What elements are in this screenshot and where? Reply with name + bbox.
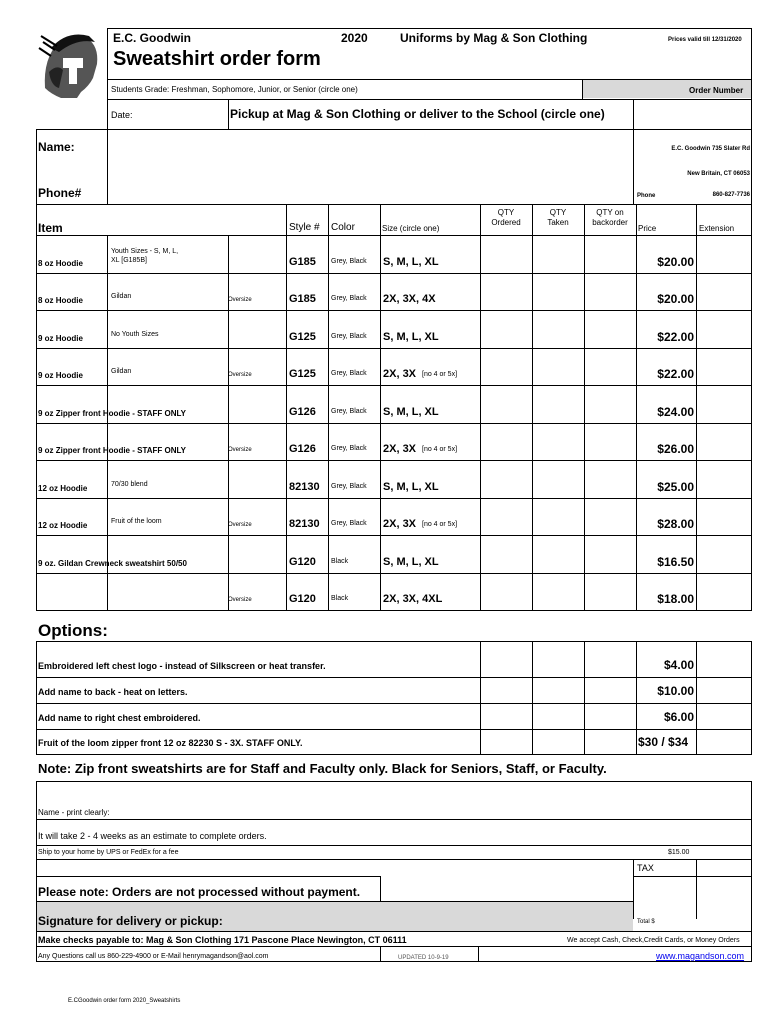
option-price: $10.00 [657, 684, 694, 698]
col-qty-ordered: QTY Ordered [491, 208, 521, 227]
item-name: 12 oz Hoodie [38, 483, 88, 493]
school-address-line2: New Britain, CT 06053 [687, 171, 750, 177]
qty-ordered-cell[interactable] [481, 461, 532, 498]
item-name: 8 oz Hoodie [38, 258, 83, 268]
item-name: 9 oz Zipper front Hoodie - STAFF ONLY [38, 408, 186, 418]
size-options[interactable]: S, M, L, XL [383, 330, 439, 343]
size-note: [no 4 or 5x] [422, 521, 458, 528]
color-options[interactable]: Grey, Black [331, 520, 367, 527]
extension-cell[interactable] [697, 461, 751, 498]
qty-backorder-cell[interactable] [585, 536, 636, 573]
color-options[interactable]: Grey, Black [331, 295, 367, 302]
qty-taken-cell[interactable] [533, 424, 584, 461]
name-label: Name: [38, 140, 75, 154]
qty-ordered-cell[interactable] [481, 499, 532, 536]
phone-label: Phone# [38, 186, 82, 200]
qty-backorder-cell[interactable] [585, 236, 636, 273]
size-options[interactable]: S, M, L, XL [383, 405, 439, 418]
extension-cell[interactable] [697, 499, 751, 536]
signature-label[interactable]: Signature for delivery or pickup: [38, 914, 223, 928]
item-name: 9 oz Hoodie [38, 333, 83, 343]
updated-date: UPDATED 10-9-19 [398, 955, 449, 961]
size-options[interactable]: 2X, 3X, 4X [383, 293, 436, 305]
ship-note[interactable]: Ship to your home by UPS or FedEx for a fee [38, 849, 179, 856]
item-note: Gildan [111, 293, 132, 300]
color-options[interactable]: Black [331, 557, 349, 565]
col-item: Item [38, 221, 63, 235]
extension-cell[interactable] [697, 274, 751, 311]
zip-note: Note: Zip front sweatshirts are for Staff and Faculty only. Black for Seniors, Staff, or Faculty. [38, 761, 607, 776]
item-price: $25.00 [657, 479, 694, 494]
payment-note: Please note: Orders are not processed without payment. [38, 885, 361, 899]
qty-ordered-cell[interactable] [481, 311, 532, 348]
extension-cell[interactable] [697, 536, 751, 573]
qty-ordered-cell[interactable] [481, 574, 532, 611]
style-number: G120 [289, 555, 316, 568]
item-note: No Youth Sizes [111, 330, 159, 338]
color-options[interactable]: Grey, Black [331, 370, 367, 377]
qty-backorder-cell[interactable] [585, 386, 636, 423]
size-options[interactable]: 2X, 3X, 4XL [383, 593, 443, 605]
option-price: $4.00 [663, 658, 694, 672]
style-number: G185 [289, 255, 316, 268]
item-name: 8 oz Hoodie [38, 296, 83, 305]
date-label: Date: [111, 110, 133, 120]
size-note: [no 4 or 5x] [422, 371, 458, 378]
qty-taken-cell[interactable] [533, 274, 584, 311]
extension-cell[interactable] [697, 424, 751, 461]
pickup-line[interactable]: Pickup at Mag & Son Clothing or deliver to the School (circle one) [230, 107, 605, 121]
item-note: Fruit of the loom [111, 518, 162, 525]
checks-payable: Make checks payable to: Mag & Son Clothing 171 Pascone Place Newington, CT 06111 [38, 935, 407, 945]
item-name: 9 oz. Gildan Crewneck sweatshirt 50/50 [38, 558, 187, 568]
style-number: G126 [289, 443, 316, 455]
option-label: Embroidered left chest logo - instead of Silkscreen or heat transfer. [38, 661, 326, 671]
ship-price: $15.00 [668, 849, 690, 856]
col-extension: Extension [699, 224, 735, 233]
item-name: 9 oz Zipper front Hoodie - STAFF ONLY [38, 446, 186, 455]
col-size: Size (circle one) [382, 224, 440, 233]
item-name: 9 oz Hoodie [38, 371, 83, 380]
school-name: E.C. Goodwin [113, 31, 191, 45]
qty-ordered-cell[interactable] [481, 424, 532, 461]
qty-taken-cell[interactable] [533, 574, 584, 611]
extension-cell[interactable] [697, 386, 751, 423]
school-phone-label: Phone [637, 193, 656, 199]
size-options[interactable]: S, M, L, XL [383, 255, 439, 268]
color-options[interactable]: Black [331, 595, 349, 602]
style-number: G125 [289, 368, 316, 380]
extension-cell[interactable] [697, 236, 751, 273]
item-price: $16.50 [657, 554, 694, 569]
website-link[interactable]: www.magandson.com [656, 951, 745, 961]
spartan-helmet-logo-icon [37, 28, 105, 100]
qty-ordered-cell[interactable] [481, 274, 532, 311]
style-number: 82130 [289, 480, 320, 493]
col-qty-taken: QTY Taken [547, 208, 569, 227]
item-price: $20.00 [657, 292, 694, 306]
qty-taken-cell[interactable] [533, 461, 584, 498]
size-options[interactable]: S, M, L, XL [383, 555, 439, 568]
option-price: $6.00 [663, 710, 694, 724]
size-note: [no 4 or 5x] [422, 446, 458, 453]
options-title: Options: [38, 621, 108, 640]
oversize-label: Oversize [228, 522, 252, 528]
prices-valid: Prices valid till 12/31/2020 [668, 37, 742, 43]
name-print-label[interactable]: Name - print clearly: [38, 808, 110, 817]
item-note: Gildan [111, 368, 132, 375]
grade-line[interactable]: Students Grade: Freshman, Sophomore, Junior, or Senior (circle one) [111, 85, 358, 94]
extension-cell[interactable] [697, 574, 751, 611]
tax-label: TAX [637, 863, 654, 873]
vendor-name: Uniforms by Mag & Son Clothing [400, 31, 588, 45]
color-options[interactable]: Grey, Black [331, 445, 367, 452]
qty-backorder-cell[interactable] [585, 574, 636, 611]
color-options[interactable]: Grey, Black [331, 332, 367, 340]
item-note: Youth Sizes - S, M, L, [111, 247, 179, 255]
item-note: 70/30 blend [111, 480, 148, 488]
style-number: G120 [289, 593, 316, 605]
qty-taken-cell[interactable] [533, 236, 584, 273]
item-price: $20.00 [657, 254, 694, 269]
option-price: $30 / $34 [638, 735, 689, 749]
total-label: Total $ [637, 919, 655, 925]
qty-taken-cell[interactable] [533, 311, 584, 348]
extension-cell[interactable] [697, 311, 751, 348]
qty-backorder-cell[interactable] [585, 424, 636, 461]
option-label: Add name to back - heat on letters. [38, 687, 188, 697]
qty-taken-cell[interactable] [533, 499, 584, 536]
col-style: Style # [289, 222, 320, 233]
item-name: 12 oz Hoodie [38, 521, 88, 530]
style-number: 82130 [289, 518, 320, 530]
oversize-label: Oversize [228, 297, 252, 303]
qty-backorder-cell[interactable] [585, 349, 636, 386]
qty-taken-cell[interactable] [533, 536, 584, 573]
size-options[interactable]: 2X, 3X [383, 368, 417, 380]
size-options[interactable]: 2X, 3X [383, 518, 417, 530]
option-label: Fruit of the loom zipper front 12 oz 82230 S - 3X. STAFF ONLY. [38, 738, 303, 748]
qty-backorder-cell[interactable] [585, 311, 636, 348]
item-price: $24.00 [657, 404, 694, 419]
item-price: $28.00 [657, 517, 694, 531]
style-number: G125 [289, 330, 316, 343]
color-options[interactable]: Grey, Black [331, 257, 367, 265]
style-number: G185 [289, 293, 316, 305]
qty-ordered-cell[interactable] [481, 386, 532, 423]
footer-filename: E.CGoodwin order form 2020_Sweatshirts [68, 998, 181, 1004]
qty-backorder-cell[interactable] [585, 499, 636, 536]
oversize-label: Oversize [228, 447, 252, 453]
order-number-label: Order Number [689, 86, 744, 95]
size-options[interactable]: S, M, L, XL [383, 480, 439, 493]
item-note: XL [G185B] [111, 256, 147, 264]
col-color: Color [331, 222, 355, 233]
col-price: Price [638, 224, 657, 233]
item-price: $18.00 [657, 592, 694, 606]
school-address-line1: E.C. Goodwin 735 Slater Rd [671, 146, 750, 152]
qty-backorder-cell[interactable] [585, 461, 636, 498]
option-label: Add name to right chest embroidered. [38, 713, 201, 723]
oversize-label: Oversize [228, 372, 252, 378]
color-options[interactable]: Grey, Black [331, 482, 367, 490]
col-qty-backorder: QTY on backorder [592, 208, 628, 227]
accepted-payments: We accept Cash, Check,Credit Cards, or Money Orders [567, 937, 740, 944]
size-options[interactable]: 2X, 3X [383, 443, 417, 455]
turnaround-note: It will take 2 - 4 weeks as an estimate to complete orders. [38, 831, 267, 841]
questions-contact: Any Questions call us 860-229-4900 or E-Mail henrymagandson@aol.com [38, 953, 269, 960]
color-options[interactable]: Grey, Black [331, 407, 367, 415]
year: 2020 [341, 31, 368, 45]
qty-ordered-cell[interactable] [481, 236, 532, 273]
oversize-label: Oversize [228, 597, 252, 603]
qty-backorder-cell[interactable] [585, 274, 636, 311]
qty-ordered-cell[interactable] [481, 349, 532, 386]
qty-taken-cell[interactable] [533, 349, 584, 386]
school-phone: 860-827-7736 [712, 192, 750, 198]
page-title: Sweatshirt order form [113, 48, 321, 70]
item-price: $22.00 [657, 329, 694, 344]
item-price: $26.00 [657, 442, 694, 456]
qty-taken-cell[interactable] [533, 386, 584, 423]
extension-cell[interactable] [697, 349, 751, 386]
style-number: G126 [289, 405, 316, 418]
item-price: $22.00 [657, 367, 694, 381]
qty-ordered-cell[interactable] [481, 536, 532, 573]
